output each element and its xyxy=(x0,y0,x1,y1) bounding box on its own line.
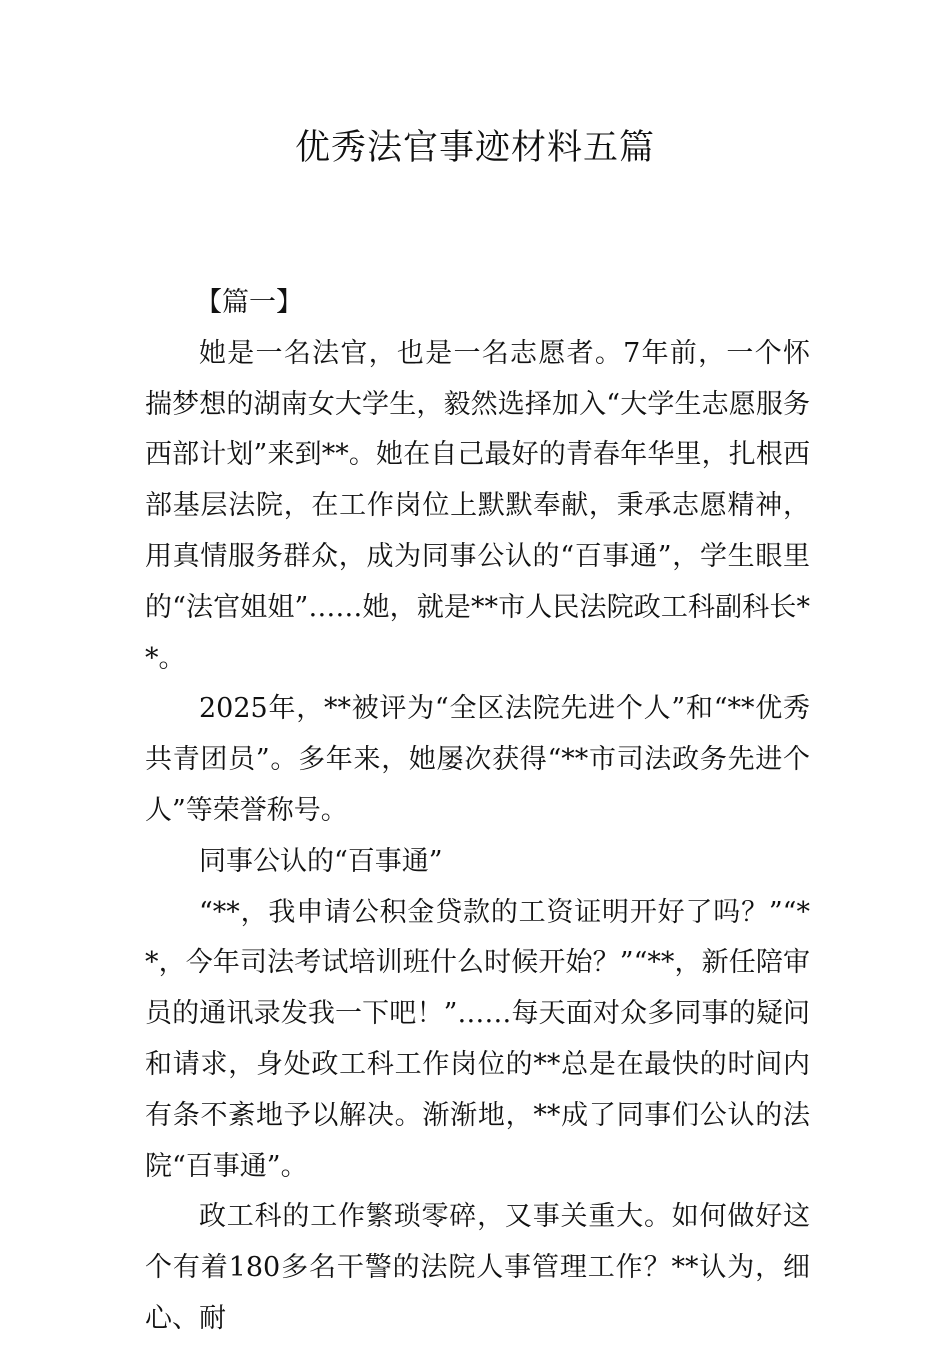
paragraph-colleagues: “**，我申请公积金贷款的工资证明开好了吗？”“**，今年司法考试培训班什么时候开始？”“**，新任陪审员的通讯录发我一下吧！”……每天面对众多同事的疑问和请求，身处政工科工作岗位的**总是在最快的时间内有条不紊地予以解决。渐渐地，**成了同事们公认的法院“百事通”。 xyxy=(145,896,810,1182)
document-body xyxy=(145,278,810,1345)
paragraph-intro: 她是一名法官，也是一名志愿者。7年前，一个怀揣梦想的湖南女大学生，毅然选择加入“大学生志愿服务西部计划”来到**。她在自己最好的青春年华里，扎根西部基层法院，在工作岗位上默默奉献，秉承志愿精神，用真情服务群众，成为同事公认的“百事通”，学生眼里的“法官姐姐”……她，就是**市人民法院政工科副科长**。 xyxy=(145,337,810,674)
paragraph-honors: 2025年，**被评为“全区法院先进个人”和“**优秀共青团员”。多年来，她屡次获得“**市司法政务先进个人”等荣誉称号。 xyxy=(145,693,810,826)
paragraph-work: 政工科的工作繁琐零碎，又事关重大。如何做好这个有着180多名干警的法院人事管理工作？**认为，细心、耐 xyxy=(145,1201,810,1334)
paragraph-subheading: 同事公认的“百事通” xyxy=(199,845,443,877)
document-title: 优秀法官事迹材料五篇 xyxy=(294,128,655,168)
section-label: 【篇一】 xyxy=(195,287,303,318)
